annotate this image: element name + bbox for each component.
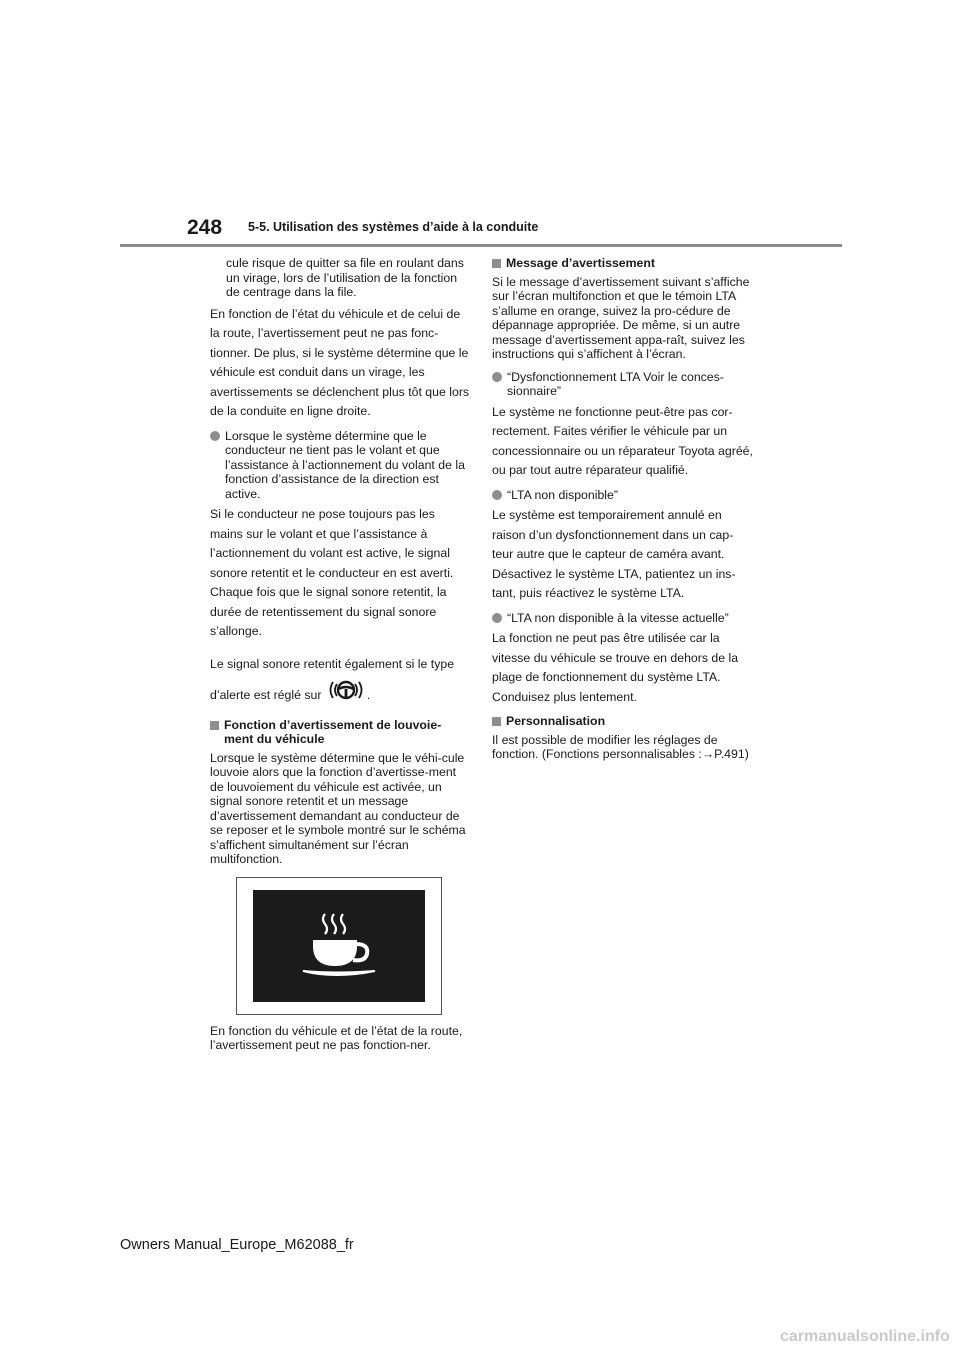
- header-rule: [120, 244, 842, 247]
- bullet-dot-icon: [210, 431, 220, 441]
- left-column: [210, 256, 470, 1058]
- paragraph-sway: Lorsque le système détermine que le véhi-cule louvoie alors que la fonction d’avertisse-ment de louvoiement du véhicule est activée, un signal sonore retentit et un message d’avertissement demandant au conducteur de se reposer et le symbole montré sur le schéma s’affichent simultanément sur l’écran multifonction.: [210, 750, 466, 866]
- bullet-unavailable-text: “LTA non disponible”: [507, 487, 618, 502]
- alert-type-text: Le signal sonore retentit également si le type d’alerte est réglé sur: [210, 656, 455, 702]
- heading-square-icon: [210, 721, 219, 730]
- paragraph-malfunction: Le système ne fonctionne peut-être pas cor-rectement. Faites vérifier le véhicule par un concessionnaire ou un réparateur Toyota agréé, ou par tout autre réparateur qualifié.: [492, 404, 753, 477]
- paragraph-speed: La fonction ne peut pas être utilisée car la vitesse du véhicule se trouve en dehors de la plage de fonctionnement du système LTA. Conduisez plus lentement.: [492, 631, 739, 704]
- bullet-malfunction-text: “Dysfonctionnement LTA Voir le conces-sionnaire”: [507, 369, 724, 398]
- bullet-dot-icon: [492, 613, 502, 623]
- paragraph-warning: Si le message d’avertissement suivant s’affiche sur l’écran multifonction et que le témoin LTA s’allume en orange, suivez la pro-cédure de dépannage appropriée. De même, si un autre message d’avertissement appa-raît, suivez les instructions qui s’affichent à l’écran.: [492, 274, 750, 361]
- figure-frame: [236, 877, 442, 1015]
- heading-square-icon: [492, 717, 501, 726]
- footer-manual-id: Owners Manual_Europe_M62088_fr: [120, 1237, 354, 1253]
- steering-wheel-vibration-icon: [326, 679, 366, 712]
- bullet-speed: [492, 611, 754, 626]
- paragraph-signal: Si le conducteur ne pose toujours pas les mains sur le volant et que l’assistance à l’actionnement du volant est active, le signal sonore retentit et le conducteur en est averti. Chaque fois que le signal sonore retentit, la durée de retentissement du signal sonore s’allonge.: [210, 507, 454, 638]
- page-number: 248: [187, 216, 223, 239]
- paragraph-condition: En fonction de l’état du véhicule et de celui de la route, l’avertissement peut ne pas fonc-tionner. De plus, si le système détermine que le véhicule est conduit dans un virage, les avertissements se déclenchent plus tôt que lors de la conduite en ligne droite.: [210, 306, 470, 418]
- bullet-dot-icon: [492, 490, 502, 500]
- heading-warning-text: Message d’avertissement: [506, 256, 656, 270]
- heading-sway-text: Fonction d’avertissement de louvoie-ment du véhicule: [224, 717, 442, 746]
- bullet-hands-off-text: Lorsque le système détermine que le conducteur ne tient pas le volant et que l’assistance à l’actionnement du volant de la fonction d’assistance de la direction est active.: [225, 428, 465, 501]
- paragraph-continuation: cule risque de quitter sa file en roulant dans un virage, lors de l’utilisation de la fonction de centrage dans la file.: [226, 256, 464, 299]
- figure-screen: [253, 890, 425, 1002]
- bullet-hands-off: [210, 429, 470, 502]
- watermark: carmanualsonline.info: [780, 1328, 950, 1345]
- bullet-malfunction: [492, 370, 754, 399]
- paragraph-after-figure: En fonction du véhicule et de l’état de la route, l’avertissement peut ne pas fonction-ner.: [210, 1023, 463, 1052]
- heading-custom: [492, 714, 754, 729]
- paragraph-unavailable: Le système est temporairement annulé en raison d’un dysfonctionnement dans un cap-teur autre que le capteur de caméra avant. Désactivez le système LTA, patientez un ins-tant, puis réactivez le système LTA.: [492, 508, 736, 600]
- paragraph-custom: Il est possible de modifier les réglages de fonction. (Fonctions personnalisables :→P.491): [492, 732, 749, 761]
- coffee-cup-icon: [297, 910, 381, 982]
- right-column: [492, 256, 754, 767]
- section-title: 5-5. Utilisation des systèmes d’aide à la conduite: [248, 220, 539, 234]
- bullet-dot-icon: [492, 372, 502, 382]
- bullet-unavailable: [492, 488, 754, 503]
- alert-type-period: .: [366, 687, 371, 702]
- paragraph-alert-type: [210, 649, 470, 712]
- bullet-speed-text: “LTA non disponible à la vitesse actuelle”: [507, 610, 729, 625]
- heading-sway: [210, 718, 470, 747]
- heading-square-icon: [492, 259, 501, 268]
- heading-custom-text: Personnalisation: [506, 714, 606, 728]
- heading-warning: [492, 256, 754, 271]
